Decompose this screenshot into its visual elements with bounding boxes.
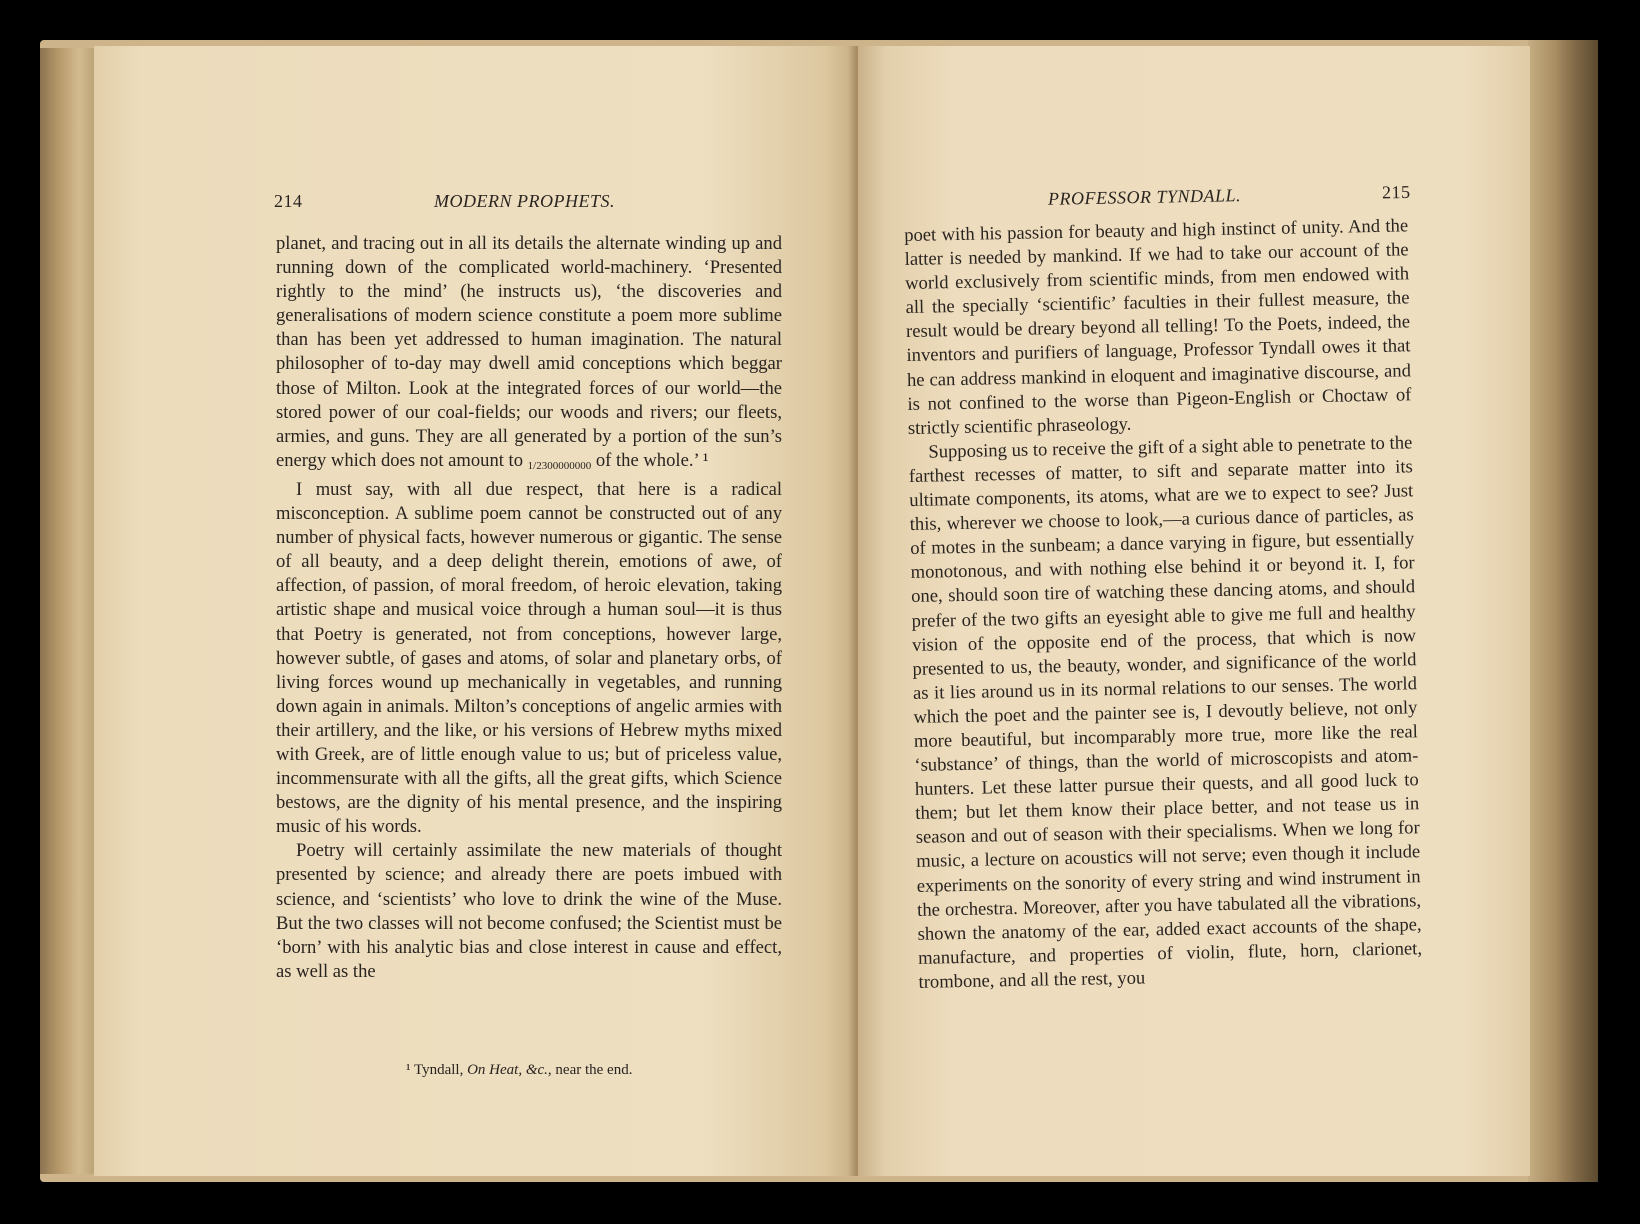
book-edge-left bbox=[40, 48, 96, 1174]
paragraph bbox=[276, 232, 782, 478]
paragraph: Poetry will certainly assimilate the new materials of thought presented by science; and already there are poets imbued with science, and ‘scientists’ who love to drink the wine of the Muse. But the two classes will not become confused; the Scientist must be ‘born’ with his analytic bias and close interest in cause and effect, as well as the bbox=[276, 840, 782, 982]
book-edge-right bbox=[1528, 40, 1598, 1182]
footnote-author: Tyndall, bbox=[413, 1062, 464, 1078]
fraction: 1/2300000000 bbox=[527, 459, 592, 472]
paragraph: I must say, with all due respect, that here is a radical misconception. A sublime poem cannot be constructed out of any number of physical facts, however numerous or gigantic. The sense of all beauty, and a deep delight therein, emotions of awe, of affection, of passion, of moral freedom, of heroic elevation, taking artistic shape and musical voice through a human soul—it is thus that Poetry is generated, not from conceptions, however large, however subtle, of gases and atoms, of solar and planetary orbs, of living forces wound up mechanically in vegetables, and running down again in animals. Milton’s conceptions of angelic armies with their artillery, and the like, or his versions of Hebrew myths mixed with Greek, are of little enough value to us; but of priceless value, incommensurate with all the gifts, all the great gifts, which Science bestows, are the dignity of his mental presence, and the inspiring music of his words. bbox=[276, 478, 782, 838]
left-running-head bbox=[274, 191, 784, 212]
right-body-text bbox=[904, 214, 1423, 995]
footnote-marker: ¹ bbox=[406, 1062, 411, 1078]
right-running-head bbox=[1048, 179, 1548, 210]
paragraph: poet with his passion for beauty and high instinct of unity. And the latter is needed by mankind. If we had to take our account of the world exclusively from scientific minds, from men endowed with all the specially ‘scientific’ faculties in their fullest measure, the result would be dreary beyond all telling! To the Poets, indeed, the inventors and purifiers of language, Professor Tyndall owes it that he can address mankind in eloquent and imaginative discourse, and is not confined to the worse than Pigeon-English or Choctaw of strictly scientific phraseology. bbox=[904, 215, 1412, 439]
paragraph: Supposing us to receive the gift of a sight able to penetrate to the farthest recesses of matter, to sift and separate matter into its ultimate components, its atoms, what are we to expect to see? Just this, wherever we choose to look,—a curious dance of particles, as of motes in the sunbeam; a dance varying in figure, but essentially monotonous, and with nothing else behind it or beyond it. I, for one, should soon tire of watching these dancing atoms, and should prefer of the two gifts an eyesight able to give me full and healthy vision of the opposite end of the process, that which is now presented to us, the beauty, wonder, and significance of the world as it lies around us in its normal relations to our senses. The world which the poet and the painter see is, I devoutly believe, not only more beautiful, but incomparably more true, more like the real ‘substance’ of things, than the world of microscopists and atom-hunters. Let these latter pursue their quests, and all good luck to them; but let them know their place better, and not tease us in season and out of season with their specialisms. When we long for music, a lecture on acoustics will not serve; even though it include experiments on the sonority of every string and wind instrument in the orchestra. Moreover, after you have tabulated all the vibrations, shown the anatomy of the ear, added exact accounts of the shape, manufacture, and properties of violin, flute, horn, clarionet, trombone, and all the rest, you bbox=[908, 432, 1423, 993]
footnote-rest: , near the end. bbox=[547, 1062, 633, 1078]
footnote-work: On Heat, &c. bbox=[467, 1062, 548, 1078]
right-page-number: 215 bbox=[1381, 181, 1411, 203]
footnote bbox=[406, 1062, 632, 1079]
right-page bbox=[858, 46, 1530, 1176]
left-running-title: MODERN PROPHETS. bbox=[434, 191, 615, 211]
paragraph-text: planet, and tracing out in all its details the alternate winding up and running down of the complicated world-machinery. ‘Presented rightly to the mind’ (he instructs us), ‘the discoveries and generalisations of modern science constitute a poem more sublime than has been yet addressed to human imagination. The natural philosopher of to-day may dwell amid conceptions which beggar those of Milton. Look at the integrated forces of our world—the stored power of our coal-fields; our woods and rivers; our fleets, armies, and guns. They are all generated by a portion of the sun’s energy which does not amount to bbox=[276, 233, 782, 471]
left-page-number: 214 bbox=[274, 191, 303, 211]
open-book bbox=[40, 40, 1598, 1182]
paragraph-text-end: of the whole.’ ¹ bbox=[591, 449, 709, 471]
right-running-title: PROFESSOR TYNDALL. bbox=[1047, 185, 1242, 209]
left-page bbox=[94, 46, 856, 1176]
left-body-text bbox=[276, 232, 782, 984]
